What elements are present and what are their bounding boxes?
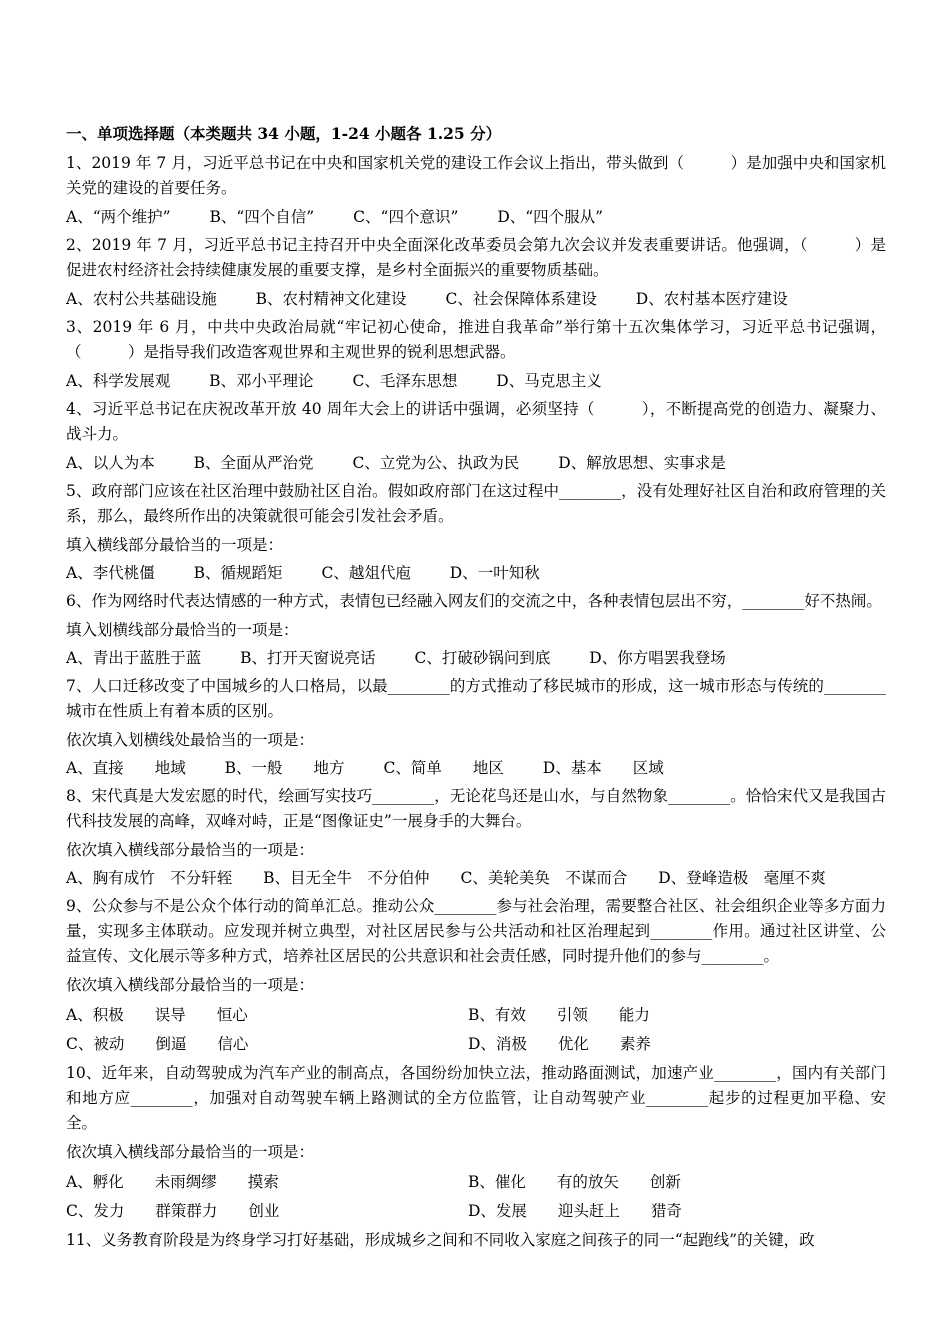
- option-d: D、你方唱罢我登场: [589, 649, 726, 667]
- question-9-options: [66, 1001, 886, 1059]
- question-7-options: [66, 756, 886, 780]
- option-a: A、“两个维护”: [66, 208, 171, 226]
- question-6-stem: 6、作为网络时代表达情感的一种方式，表情包已经融入网友们的交流之中，各种表情包层出不穷，________好不热闹。: [66, 592, 882, 610]
- question-3-options: [66, 369, 886, 393]
- option-b: B、循规蹈矩: [193, 564, 283, 582]
- option-b: B、打开天窗说亮话: [240, 649, 376, 667]
- option-a: A、李代桃僵: [66, 564, 155, 582]
- question-4-stem: 4、习近平总书记在庆祝改革开放 40 周年大会上的讲话中强调，必须坚持（ ），不断提高党的创造力、凝聚力、战斗力。: [66, 400, 886, 443]
- option-b: B、农村精神文化建设: [255, 290, 407, 308]
- question-6-options: [66, 646, 886, 670]
- option-a: A、胸有成竹 不分轩轾: [66, 869, 233, 887]
- option-d: D、一叶知秋: [449, 564, 540, 582]
- option-d: D、马克思主义: [496, 372, 602, 390]
- question-5-prompt: 填入横线部分最恰当的一项是：: [66, 536, 284, 554]
- exam-content: [66, 123, 886, 1257]
- question-10-options: [66, 1168, 886, 1226]
- question-8-stem: 8、宋代真是大发宏愿的时代，绘画写实技巧________，无论花鸟还是山水，与自然物象________。恰恰宋代又是我国古代科技发展的高峰，双峰对峙，正是“图像证史”一展身手的大舞台。: [66, 787, 886, 830]
- option-a: A、以人为本: [66, 454, 155, 472]
- question-5-stem: 5、政府部门应该在社区治理中鼓励社区自治。假如政府部门在这过程中________，没有处理好社区自治和政府管理的关系，那么，最终所作出的决策就很可能会引发社会矛盾。: [66, 482, 886, 525]
- section-title: 一、单项选择题（本类题共 34 小题，1-24 小题各 1.25 分）: [66, 124, 502, 143]
- option-b: B、有效 引领 能力: [468, 1006, 650, 1024]
- option-c: C、毛泽东思想: [352, 372, 458, 390]
- option-c: C、简单 地区: [383, 759, 504, 777]
- question-7-stem: 7、人口迁移改变了中国城乡的人口格局，以最________的方式推动了移民城市的形成，这一城市形态与传统的________城市在性质上有着本质的区别。: [66, 677, 886, 720]
- option-b: B、邓小平理论: [209, 372, 314, 390]
- option-d: D、基本 区域: [542, 759, 664, 777]
- option-d: D、发展 迎头赶上 猎奇: [468, 1202, 682, 1220]
- option-a: A、孵化 未雨绸缪 摸索: [66, 1173, 279, 1191]
- question-6-prompt: 填入划横线部分最恰当的一项是：: [66, 621, 299, 639]
- option-a: A、农村公共基础设施: [66, 290, 217, 308]
- question-11-stem: 11、义务教育阶段是为终身学习打好基础，形成城乡之间和不同收入家庭之间孩子的同一“起跑线”的关键，政: [66, 1231, 815, 1249]
- option-d: D、“四个服从”: [497, 208, 604, 226]
- option-c: C、越俎代庖: [321, 564, 411, 582]
- option-c: C、社会保障体系建设: [445, 290, 597, 308]
- question-8-prompt: 依次填入横线部分最恰当的一项是：: [66, 841, 315, 859]
- option-d: D、消极 优化 素养: [468, 1035, 651, 1053]
- question-3-stem: 3、2019 年 6 月，中共中央政治局就“牢记初心使命，推进自我革命”举行第十五次集体学习，习近平总书记强调，（ ）是指导我们改造客观世界和主观世界的锐利思想武器。: [66, 318, 886, 361]
- option-d: D、农村基本医疗建设: [635, 290, 788, 308]
- option-c: C、“四个意识”: [353, 208, 459, 226]
- option-b: B、目无全牛 不分伯仲: [263, 869, 430, 887]
- option-d: D、解放思想、实事求是: [558, 454, 726, 472]
- option-c: C、立党为公、执政为民: [352, 454, 520, 472]
- question-5-options: [66, 561, 886, 585]
- option-d: D、登峰造极 毫厘不爽: [658, 869, 826, 887]
- option-b: B、“四个自信”: [209, 208, 315, 226]
- option-c: C、发力 群策群力 创业: [66, 1202, 280, 1220]
- question-9-stem: 9、公众参与不是公众个体行动的简单汇总。推动公众________参与社会治理，需要整合社区、社会组织企业等多方面力量，实现多主体联动。应发现并树立典型，对社区居民参与公共活动和社区治理起到________作用。通过社区讲堂、公益宣传、文化展示等多种方式，培养社区居民的公共意识和社会责任感，同时提升他们的参与________。: [66, 897, 886, 965]
- option-c: C、打破砂锅问到底: [414, 649, 551, 667]
- option-b: B、催化 有的放矢 创新: [468, 1173, 681, 1191]
- option-c: C、美轮美奂 不谋而合: [460, 869, 628, 887]
- option-a: A、直接 地域: [66, 759, 186, 777]
- option-a: A、积极 误导 恒心: [66, 1006, 248, 1024]
- question-8-options: [66, 866, 886, 890]
- option-b: B、一般 地方: [224, 759, 345, 777]
- question-10-prompt: 依次填入横线部分最恰当的一项是：: [66, 1143, 315, 1161]
- question-1-options: [66, 205, 886, 229]
- question-4-options: [66, 451, 886, 475]
- option-a: A、青出于蓝胜于蓝: [66, 649, 202, 667]
- option-b: B、全面从严治党: [193, 454, 314, 472]
- question-9-prompt: 依次填入横线部分最恰当的一项是：: [66, 976, 315, 994]
- question-2-options: [66, 287, 886, 311]
- question-7-prompt: 依次填入划横线处最恰当的一项是：: [66, 731, 315, 749]
- option-c: C、被动 倒逼 信心: [66, 1035, 249, 1053]
- question-2-stem: 2、2019 年 7 月，习近平总书记主持召开中央全面深化改革委员会第九次会议并发表重要讲话。他强调，（ ）是促进农村经济社会持续健康发展的重要支撑，是乡村全面振兴的重要物质基础。: [66, 236, 886, 279]
- option-a: A、科学发展观: [66, 372, 171, 390]
- question-10-stem: 10、近年来，自动驾驶成为汽车产业的制高点，各国纷纷加快立法，推动路面测试，加速产业________，国内有关部门和地方应________，加强对自动驾驶车辆上路测试的全方位监管，让自动驾驶产业________起步的过程更加平稳、安全。: [66, 1064, 886, 1132]
- question-1-stem: 1、2019 年 7 月，习近平总书记在中央和国家机关党的建设工作会议上指出，带头做到（ ）是加强中央和国家机关党的建设的首要任务。: [66, 154, 886, 197]
